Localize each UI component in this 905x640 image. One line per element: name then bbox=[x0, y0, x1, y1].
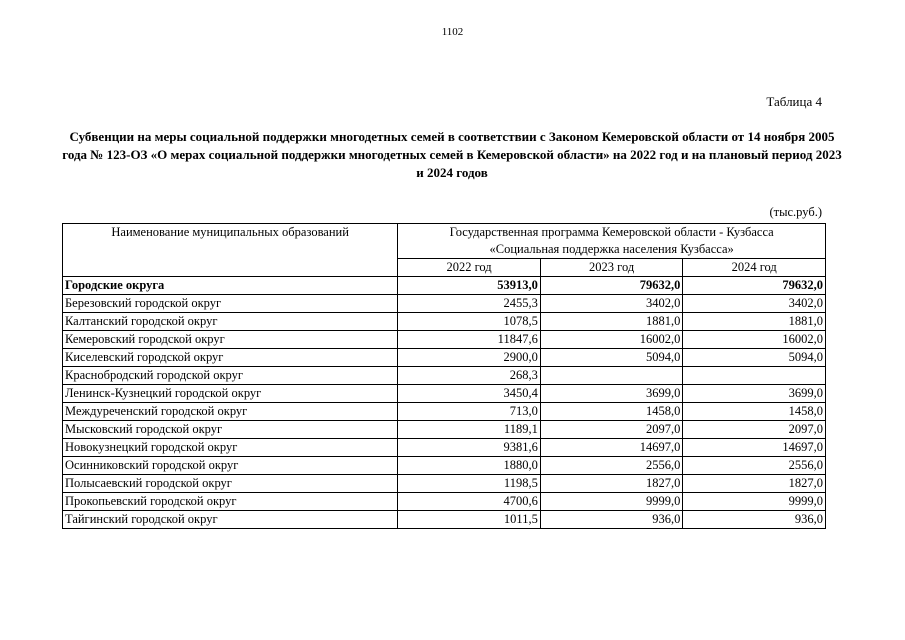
municipality-name: Калтанский городской округ bbox=[63, 313, 398, 331]
header-row-program bbox=[63, 224, 826, 259]
value-2023: 1881,0 bbox=[540, 313, 683, 331]
table-row bbox=[63, 439, 826, 457]
document-title: Субвенции на меры социальной поддержки многодетных семей в соответствии с Законом Кемеровской области от 14 ноября 2005 года № 123-ОЗ «О мерах социальной поддержки многодетных семей в Кемеровской области» на 2022 год и на плановый период 2023 и 2024 годов bbox=[62, 129, 842, 180]
value-2024: 14697,0 bbox=[683, 439, 826, 457]
value-2023: 14697,0 bbox=[540, 439, 683, 457]
value-2023: 2556,0 bbox=[540, 457, 683, 475]
subsidy-table bbox=[62, 223, 826, 529]
table-row bbox=[63, 457, 826, 475]
value-2023: 3402,0 bbox=[540, 295, 683, 313]
value-2024: 3402,0 bbox=[683, 295, 826, 313]
value-2024: 16002,0 bbox=[683, 331, 826, 349]
table-row bbox=[63, 385, 826, 403]
page-number: 1102 bbox=[441, 26, 464, 38]
value-2022: 1189,1 bbox=[398, 421, 541, 439]
value-2024: 1827,0 bbox=[683, 475, 826, 493]
table-row bbox=[63, 511, 826, 529]
table-row bbox=[63, 313, 826, 331]
table-row bbox=[63, 367, 826, 385]
value-2024: 2556,0 bbox=[683, 457, 826, 475]
table-row bbox=[63, 475, 826, 493]
year-header-2023: 2023 год bbox=[540, 259, 683, 277]
value-2022: 2900,0 bbox=[398, 349, 541, 367]
year-header-2024: 2024 год bbox=[683, 259, 826, 277]
value-2022: 4700,6 bbox=[398, 493, 541, 511]
value-2022: 3450,4 bbox=[398, 385, 541, 403]
value-2024: 5094,0 bbox=[683, 349, 826, 367]
table-row bbox=[63, 349, 826, 367]
table-row bbox=[63, 331, 826, 349]
table-row bbox=[63, 295, 826, 313]
municipality-name: Киселевский городской округ bbox=[63, 349, 398, 367]
table-row bbox=[63, 493, 826, 511]
table-row bbox=[63, 421, 826, 439]
value-2022: 9381,6 bbox=[398, 439, 541, 457]
value-2022: 1011,5 bbox=[398, 511, 541, 529]
value-2023: 3699,0 bbox=[540, 385, 683, 403]
value-2024 bbox=[683, 367, 826, 385]
table-label: Таблица 4 bbox=[766, 94, 822, 109]
value-2022: 1198,5 bbox=[398, 475, 541, 493]
municipality-name: Березовский городской округ bbox=[63, 295, 398, 313]
year-header-2022: 2022 год bbox=[398, 259, 541, 277]
value-2024: 2097,0 bbox=[683, 421, 826, 439]
value-2022: 713,0 bbox=[398, 403, 541, 421]
municipality-name: Осинниковский городской округ bbox=[63, 457, 398, 475]
value-2022: 1078,5 bbox=[398, 313, 541, 331]
value-2023: 79632,0 bbox=[540, 277, 683, 295]
value-2022: 53913,0 bbox=[398, 277, 541, 295]
value-2022: 268,3 bbox=[398, 367, 541, 385]
value-2022: 2455,3 bbox=[398, 295, 541, 313]
value-2022: 1880,0 bbox=[398, 457, 541, 475]
value-2023 bbox=[540, 367, 683, 385]
value-2024: 1458,0 bbox=[683, 403, 826, 421]
municipality-name: Ленинск-Кузнецкий городской округ bbox=[63, 385, 398, 403]
value-2023: 1827,0 bbox=[540, 475, 683, 493]
table-row bbox=[63, 403, 826, 421]
program-column-header bbox=[398, 224, 826, 259]
municipality-name: Тайгинский городской округ bbox=[63, 511, 398, 529]
value-2022: 11847,6 bbox=[398, 331, 541, 349]
value-2024: 3699,0 bbox=[683, 385, 826, 403]
municipality-name: Новокузнецкий городской округ bbox=[63, 439, 398, 457]
value-2023: 9999,0 bbox=[540, 493, 683, 511]
value-2024: 9999,0 bbox=[683, 493, 826, 511]
value-2024: 79632,0 bbox=[683, 277, 826, 295]
value-2023: 936,0 bbox=[540, 511, 683, 529]
municipality-name: Кемеровский городской округ bbox=[63, 331, 398, 349]
municipality-name: Прокопьевский городской округ bbox=[63, 493, 398, 511]
units-label: (тыс.руб.) bbox=[769, 205, 822, 219]
value-2023: 1458,0 bbox=[540, 403, 683, 421]
table-body bbox=[63, 277, 826, 529]
municipality-name: Полысаевский городской округ bbox=[63, 475, 398, 493]
program-header-line2: «Социальная поддержка населения Кузбасса» bbox=[489, 242, 734, 256]
municipality-name: Городские округа bbox=[63, 277, 398, 295]
value-2023: 5094,0 bbox=[540, 349, 683, 367]
value-2024: 936,0 bbox=[683, 511, 826, 529]
value-2023: 16002,0 bbox=[540, 331, 683, 349]
program-header-line1: Государственная программа Кемеровской области - Кузбасса bbox=[449, 225, 774, 239]
value-2023: 2097,0 bbox=[540, 421, 683, 439]
municipality-name: Междуреченский городской округ bbox=[63, 403, 398, 421]
value-2024: 1881,0 bbox=[683, 313, 826, 331]
table-row-total bbox=[63, 277, 826, 295]
municipality-name: Мысковский городской округ bbox=[63, 421, 398, 439]
municipality-name: Краснобродский городской округ bbox=[63, 367, 398, 385]
municipality-column-header: Наименование муниципальных образований bbox=[63, 224, 398, 277]
